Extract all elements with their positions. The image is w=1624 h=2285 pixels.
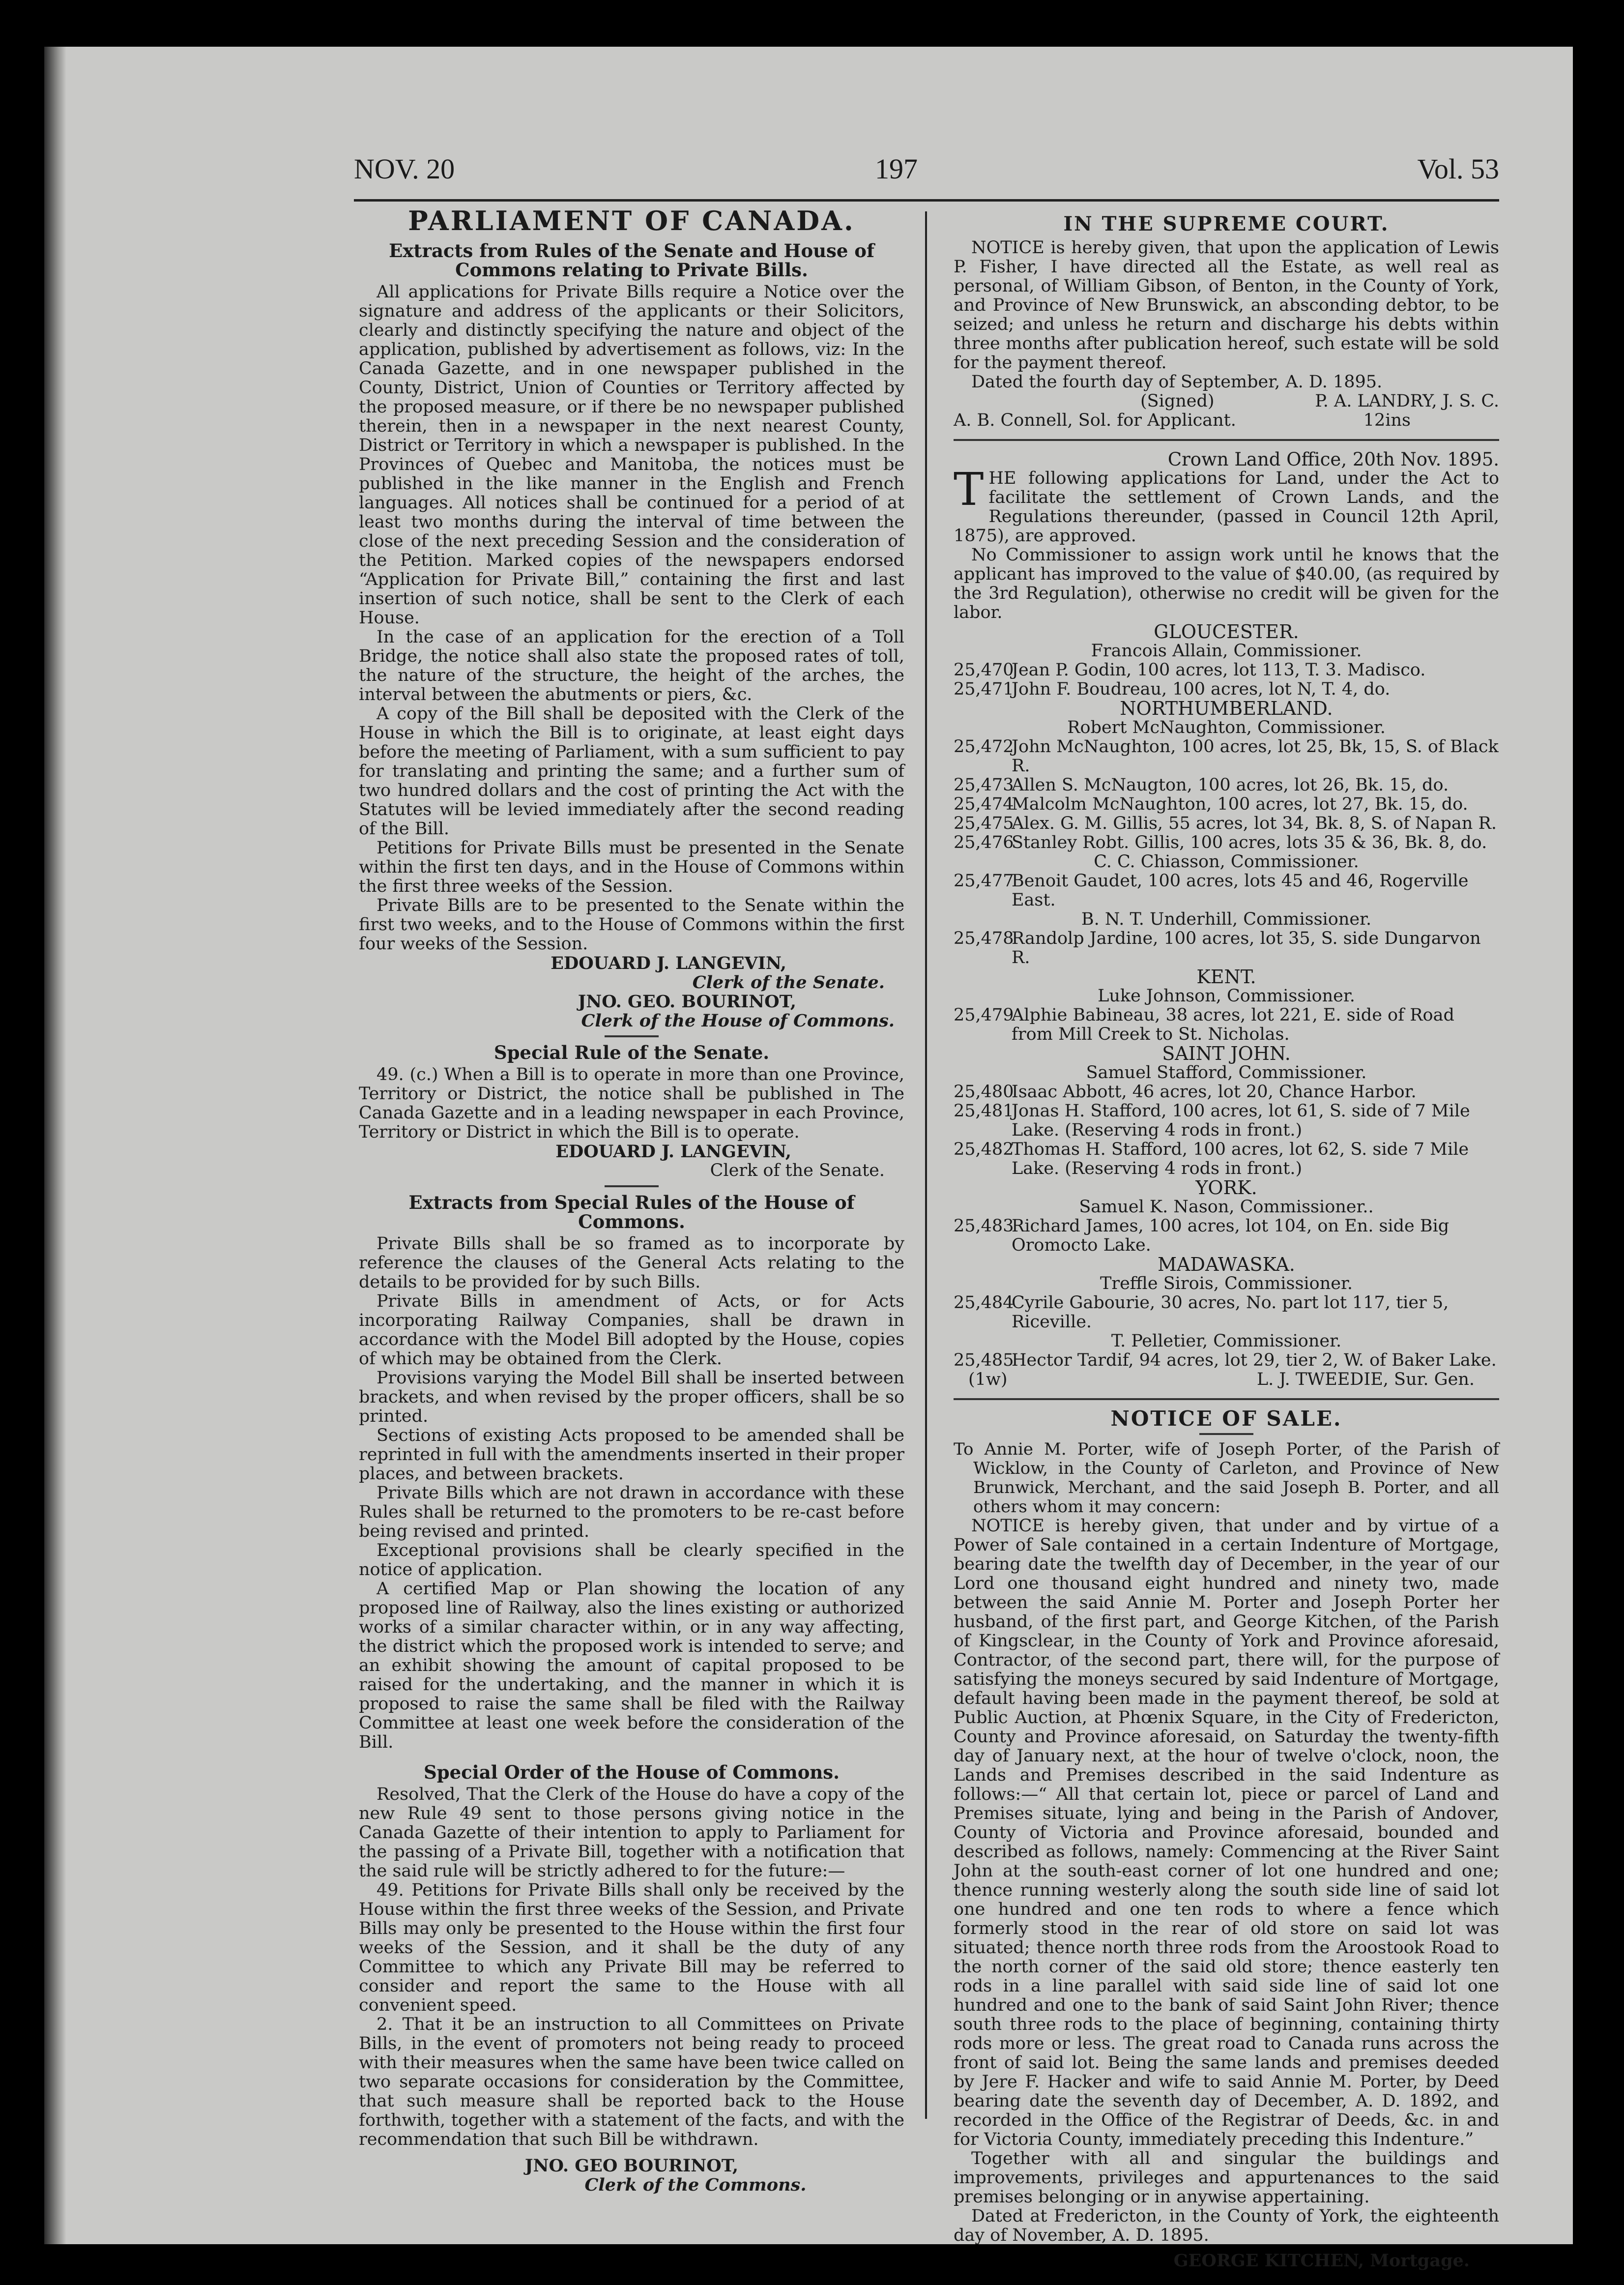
application-entry [954,795,1499,814]
signature-name: JNO. GEO BOURINOT, [524,2156,739,2176]
application-number: 25,476 [954,833,1014,852]
application-entry [954,1102,1499,1140]
mortgagee-signature: GEORGE KITCHEN, Mortgage. [1173,2251,1470,2271]
rule-paragraph: All applications for Private Bills require a Notice over the signature and address of the applicants or their Solicitors, clearly and distinctly specifying the nature and object of the application, published by advertisement as follows, viz: In the Canada Gazette, and in one newspaper published in the County, District, Union of Counties or Territory affected by the proposed measure, or if there be no newspaper published therein, then in a newspaper in the next nearest County, District or Territory in which a newspaper is published. In the Provinces of Quebec and Manitoba, the notices must be published in the like manner in the English and French languages. All notices shall be continued for a period of at least two months during the interval of time between the close of the next preceding Session and the consideration of the Petition. Marked copies of the newspapers endorsed “Application for Private Bill,” containing the first and last insertion of such notice, shall be sent to the Clerk of each House. [359,282,904,628]
drop-cap: T [954,463,984,516]
crown-intro-text: HE following applications for Land, under the Act to facilitate the settlement of Crown Lands, and the Regulations thereunder, (passed in Council 12th April, 1875), are approved. [954,469,1499,546]
application-number: 25,473 [954,775,1014,795]
special-rules-paragraphs [359,1234,904,1752]
gazette-page [44,47,1573,2271]
signature-title: Clerk of the Senate. [710,1161,885,1180]
rule-paragraph: Petitions for Private Bills must be presented in the Senate within the first ten days, and in the House of Commons within the first three weeks of the Session. [359,838,904,896]
application-entry [954,833,1499,852]
divider [605,1185,659,1187]
judge-signature: P. A. LANDRY, J. S. C. [1315,391,1499,411]
rule-paragraph: Private Bills which are not drawn in accordance with these Rules shall be returned to the promoters to be re-cast before being revised and printed. [359,1483,904,1541]
header-date: NOV. 20 [354,153,455,185]
application-entry [954,872,1499,910]
rule-paragraph: Exceptional provisions shall be clearly specified in the notice of application. [359,1541,904,1580]
application-number: 25,471 [954,679,1014,699]
county-name: SAINT JOHN. [1162,1043,1291,1064]
rules-paragraphs [359,283,904,954]
application-details: Hector Tardif, 94 acres, lot 29, tier 2, W. of Baker Lake. [1012,1350,1497,1370]
application-number: 25,482 [954,1140,1014,1159]
rule-paragraph: A copy of the Bill shall be deposited with the Clerk of the House in which the Bill is to originate, at least eight days before the meeting of Parliament, with a sum sufficient to pay for translating and printing the same; and a further sum of two hundred dollars and the cost of printing the Act with the Statutes will be levied immediately after the second reading of the Bill. [359,704,904,839]
signature-name: EDOUARD J. LANGEVIN, [551,953,786,973]
crown-signature-row [954,1370,1499,1389]
signature-title: Clerk of the Senate. [692,972,885,993]
application-details: Alphie Babineau, 38 acres, lot 221, E. side of Road from Mill Creek to St. Nicholas. [1012,1005,1454,1044]
signature-name: EDOUARD J. LANGEVIN, [555,1142,791,1162]
application-entry [954,1293,1499,1332]
application-details: Jean P. Godin, 100 acres, lot 113, T. 3. Madisco. [1012,660,1426,680]
application-details: Allen S. McNaugton, 100 acres, lot 26, Bk. 15, do. [1012,775,1449,795]
court-signed-row [954,392,1499,411]
application-number: 25,481 [954,1101,1014,1121]
application-details: Jonas H. Stafford, 100 acres, lot 61, S. side of 7 Mile Lake. (Reserving 4 rods in front.) [1012,1101,1470,1140]
rule-paragraph: In the case of an application for the erection of a Toll Bridge, the notice shall also state the proposed rates of toll, the nature of the structure, the height of the arches, the interval between the abutments or piers, &c. [359,627,904,704]
commissioner: Luke Johnson, Commissioner. [1098,986,1355,1006]
commissioner: Treffle Sirois, Commissioner. [1100,1274,1353,1293]
rule-paragraph: 49. (c.) When a Bill is to operate in more than one Province, Territory or District, the notice shall be published in The Canada Gazette and in a leading newspaper in each Province, Territory or District in which the Bill is to operate. [359,1065,904,1142]
sale-paragraph: NOTICE is hereby given, that under and by virtue of a Power of Sale contained in a certain Indenture of Mortgage, bearing date the twelfth day of December, in the year of our Lord one thousand eight hundred and ninety two, made between the said Annie M. Porter and Joseph Porter her husband, of the first part, and George Kitchen, of the Parish of Kingsclear, in the County of York and Province aforesaid, Contractor, of the second part, there will, for the purpose of satisfying the moneys secured by said Indenture of Mortgage, default having been made in the payment thereof, be sold at Public Auction, at Phœnix Square, in the City of Fredericton, County and Province aforesaid, on Saturday the twenty-fifth day of January next, at the hour of twelve o'clock, noon, the Lands and Premises described in the said Indenture as follows:—“ All that certain lot, piece or parcel of Land and Premises situate, lying and being in the Parish of Andover, County of Victoria and Province aforesaid, bounded and described as follows, namely: Commencing at the River Saint John at the south-east corner of lot one hundred and one; thence running westerly along the south side line of said lot one hundred and one ten rods to where a fence which formerly stood in the rear of old store on said lot was situated; thence north three rods from the Aroostook Road to the north corner of the said old store; thence easterly ten rods in a line parallel with said side line of said lot one hundred and one to the bank of said Saint John River; thence south three rods to the place of beginning, containing thirty rods more or less. The great road to Canada runs across the front of said lot. Being the same lands and premises deeded by Jere F. Hacker and wife to said Annie M. Porter, by Deed bearing date the seventh day of December, A. D. 1892, and recorded in the Office of the Registrar of Deeds, &c. in and for Victoria County, immediately preceding this Indenture.” [954,1516,1499,2149]
header-rule [354,199,1499,202]
solicitor: A. B. Connell, Sol. for Applicant. [954,410,1236,430]
column-rule [925,211,927,2119]
application-details: John McNaughton, 100 acres, lot 25, Bk, 15, S. of Black R. [1012,737,1499,776]
application-entry [954,680,1499,699]
application-number: 25,478 [954,929,1014,948]
section-heading: Special Rule of the Senate. [493,1042,770,1063]
order-paragraph: 49. Petitions for Private Bills shall only be received by the House within the first three weeks of the Session, and Private Bills may only be presented to the House within the first four weeks of the Session, and it shall be the duty of any Committee to which any Private Bill may be referred to consider and report the same to the House with all convenient speed. [359,1880,904,2015]
order-paragraph: 2. That it be an instruction to all Committees on Private Bills, in the event of promoters not being ready to proceed with their measures when the same have been twice called on two separate occasions for consideration by the Committee, that such measure shall be reported back to the House forthwith, together with a statement of the facts, and with the recommendation that such Bill be withdrawn. [359,2015,904,2149]
application-number: 25,475 [954,814,1014,833]
page-content [319,143,1499,2271]
application-number: 25,470 [954,660,1014,680]
order-paragraph: Resolved, That the Clerk of the House do have a copy of the new Rule 49 sent to those persons giving notice in the Canada Gazette of their intention to apply to Parliament for the passing of a Private Bill, together with a notification that the said rule will be strictly adhered to for the future:— [359,1785,904,1881]
crown-note: No Commissioner to assign work until he knows that the applicant has improved to the value of $40.00, (as required by the 3rd Regulation), otherwise no credit will be given for the labor. [954,545,1499,622]
application-details: Malcolm McNaughton, 100 acres, lot 27, Bk. 15, do. [1012,794,1468,814]
application-details: Benoit Gaudet, 100 acres, lots 45 and 46, Rogerville East. [1012,871,1469,910]
application-details: John F. Boudreau, 100 acres, lot N, T. 4, do. [1012,679,1391,699]
divider [954,439,1499,441]
rule-paragraph: Sections of existing Acts proposed to be amended shall be reprinted in full with the amendments inserted in their proper places, and between brackets. [359,1426,904,1484]
commissioner: Francois Allain, Commissioner. [1091,641,1362,661]
commissioner: Robert McNaughton, Commissioner. [1067,718,1386,737]
crown-heading: Crown Land Office, 20th Nov. 1895. [1167,449,1499,470]
section-heading: Special Order of the House of Commons. [423,1761,840,1783]
application-number: 25,479 [954,1005,1014,1025]
signature-name: JNO. GEO. BOURINOT, [578,992,796,1012]
county-name: KENT. [1196,966,1256,988]
sale-paragraphs [954,1517,1499,2245]
application-number: 25,485 [954,1350,1014,1370]
county-name: GLOUCESTER. [1154,621,1299,643]
sale-paragraph: Dated at Fredericton, in the County of York, the eighteenth day of November, A. D. 1895. [954,2206,1499,2245]
application-details: Stanley Robt. Gillis, 100 acres, lots 35 & 36, Bk. 8, do. [1012,833,1487,852]
application-entry [954,929,1499,967]
divider [954,1398,1499,1400]
insertions: 12ins [1363,410,1411,430]
commissioner: T. Pelletier, Commissioner. [1111,1331,1342,1351]
application-entry [954,1217,1499,1255]
sale-paragraph: Together with all and singular the buildings and improvements, privileges and appurtenances to the said premises belonging or in anywise appertaining. [954,2149,1499,2207]
section-heading: Extracts from Rules of the Senate and House of Commons relating to Private Bills. [389,240,874,281]
surveyor-signature: L. J. TWEEDIE, Sur. Gen. [1256,1370,1475,1389]
application-number: 25,474 [954,794,1014,814]
application-number: 25,484 [954,1293,1014,1313]
application-details: Isaac Abbott, 46 acres, lot 20, Chance Harbor. [1012,1082,1417,1102]
application-entry [954,1083,1499,1102]
application-details: Cyrile Gabourie, 30 acres, No. part lot 117, tier 5, Riceville. [1012,1293,1449,1332]
application-details: Alex. G. M. Gillis, 55 acres, lot 34, Bk. 8, S. of Napan R. [1012,814,1497,833]
court-heading: IN THE SUPREME COURT. [1063,212,1390,235]
page-number: 197 [875,153,918,185]
sale-addressee: To Annie M. Porter, wife of Joseph Porter, of the Parish of Wicklow, in the County of Carleton, and Province of New Brunwick, Merchant, and the said Joseph B. Porter, and all others whom it may concern: [954,1439,1499,1517]
rule-paragraph: Provisions varying the Model Bill shall be inserted between brackets, and when revised by the proper officers, shall be so printed. [359,1368,904,1426]
county-name: NORTHUMBERLAND. [1120,698,1333,719]
application-entry [954,814,1499,833]
county-name: MADAWASKA. [1158,1254,1295,1275]
application-entry [954,661,1499,680]
sale-heading: NOTICE OF SALE. [1110,1406,1342,1431]
court-notice: NOTICE is hereby given, that upon the application of Lewis P. Fisher, I have directed all the Estate, as well real as personal, of William Gibson, of Benton, in the County of York, and Province of New Brunswick, an absconding debtor, to be seized; and unless he return and discharge his debts within three months after publication hereof, such estate will be sold for the payment thereof. [954,238,1499,373]
rule-paragraph: A certified Map or Plan showing the location of any proposed line of Railway, also the lines existing or authorized works of a similar character within, or in any way affecting, the district which the proposed work is intended to serve; and an exhibit showing the amount of capital proposed to be raised for the undertaking, and the manner in which it is proposed to raise the same shall be filed with the Railway Committee at least one week before the consideration of the Bill. [359,1579,904,1752]
section-heading: Extracts from Special Rules of the House of Commons. [408,1192,855,1232]
county-name: YORK. [1195,1177,1257,1199]
section-title: PARLIAMENT OF CANADA. [408,205,855,236]
rule-paragraph: Private Bills in amendment of Acts, or for Acts incorporating Railway Companies, shall be drawn in accordance with the Model Bill adopted by the House, copies of which may be obtained from the Clerk. [359,1291,904,1369]
header-volume: Vol. 53 [1417,153,1499,185]
commissioner: Samuel Stafford, Commissioner. [1086,1063,1367,1083]
application-number: 25,483 [954,1216,1014,1236]
insertions: (1w) [968,1370,1008,1389]
page-header [319,143,1499,202]
application-entry [954,1006,1499,1044]
court-solicitor-row [954,411,1499,430]
application-details: Thomas H. Stafford, 100 acres, lot 62, S. side 7 Mile Lake. (Reserving 4 rods in front.) [1012,1140,1469,1178]
divider [605,1035,659,1037]
crown-intro [954,463,1499,546]
application-number: 25,472 [954,737,1014,757]
application-details: Randolp Jardine, 100 acres, lot 35, S. side Dungarvon R. [1012,929,1481,967]
commissioner: B. N. T. Underhill, Commissioner. [1081,909,1372,929]
court-dated: Dated the fourth day of September, A. D. 1895. [971,372,1383,392]
application-entry [954,1140,1499,1178]
land-applications [954,622,1499,1370]
application-details: Richard James, 100 acres, lot 104, on En. side Big Oromocto Lake. [1012,1216,1450,1255]
application-entry [954,737,1499,776]
right-column [954,211,1499,2270]
commissioner: C. C. Chiasson, Commissioner. [1094,852,1359,872]
signature-title: Clerk of the House of Commons. [581,1011,895,1031]
rule-paragraph: Private Bills are to be presented to the Senate within the first two weeks, and to the House of Commons within the first four weeks of the Session. [359,896,904,954]
application-entry [954,1351,1499,1370]
application-number: 25,480 [954,1082,1014,1102]
signature-title: Clerk of the Commons. [584,2175,807,2195]
rule-paragraph: Private Bills shall be so framed as to incorporate by reference the clauses of the General Acts relating to the details to be provided for by such Bills. [359,1234,904,1292]
application-entry [954,776,1499,795]
application-number: 25,477 [954,871,1014,891]
divider [1199,1433,1253,1435]
special-order-paragraphs [359,1785,904,2149]
commissioner: Samuel K. Nason, Commissioner.. [1079,1197,1374,1217]
signed-label: (Signed) [1140,391,1215,411]
left-column [359,205,904,2195]
